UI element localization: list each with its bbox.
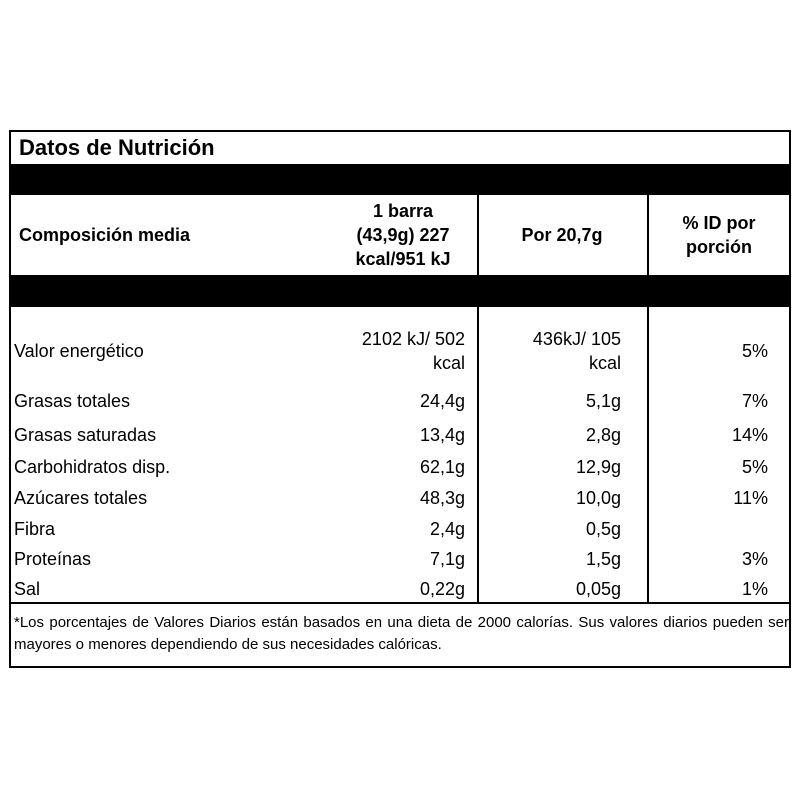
header-composition [19,195,339,275]
nutrient-name: Grasas totales [14,391,131,411]
table-row [11,327,789,377]
header-per-portion [477,195,647,275]
header-per-bar-line3: kcal/951 kJ [355,249,451,269]
nutrient-name: Valor energético [14,341,144,361]
per-bar-value: 62,1g [419,457,465,477]
per-bar-value-line2: kcal [432,353,465,373]
header-per-portion-label: Por 20,7g [521,225,603,245]
header-per-bar-line1: 1 barra [372,201,434,221]
header-daily-value [651,195,787,275]
per-portion-value-line1: 436kJ/ 105 [532,329,621,349]
per-bar-value: 2,4g [429,519,465,539]
header-per-bar [333,195,473,275]
daily-value-pct: 1% [741,579,768,599]
header-composition-label: Composición media [19,225,191,245]
per-bar-value-line1: 2102 kJ/ 502 [361,329,465,349]
mid-black-bar [11,275,789,307]
header-row [11,195,789,275]
per-bar-value: 0,22g [419,579,465,599]
per-portion-value: 5,1g [585,391,621,411]
nutrient-name: Sal [14,579,41,599]
per-bar-value: 7,1g [429,549,465,569]
header-daily-value-line2: porción [685,237,752,257]
per-portion-value-line2: kcal [588,353,621,373]
daily-value-pct: 7% [741,391,768,411]
daily-value-pct: 11% [733,488,768,508]
per-bar-value [311,327,465,375]
per-portion-value: 2,8g [585,425,621,445]
per-portion-value [481,327,621,375]
daily-value-pct: 14% [731,425,768,445]
per-bar-value: 48,3g [419,488,465,508]
nutrient-name: Fibra [14,519,56,539]
header-per-bar-line2: (43,9g) 227 [356,225,450,245]
top-black-bar [11,164,789,195]
daily-value-pct: 5% [741,341,768,361]
nutrient-name: Proteínas [14,549,92,569]
column-divider [647,164,649,602]
per-bar-value: 24,4g [419,391,465,411]
daily-value-pct: 3% [741,549,768,569]
column-divider [477,164,479,602]
per-portion-value: 0,05g [575,579,621,599]
per-portion-value: 0,5g [585,519,621,539]
daily-value-pct: 5% [741,457,768,477]
per-portion-value: 1,5g [585,549,621,569]
nutrient-rows [11,307,789,602]
per-portion-value: 12,9g [575,457,621,477]
nutrition-label [9,130,791,668]
nutrient-name: Azúcares totales [14,488,148,508]
footnote: *Los porcentajes de Valores Diarios están basados en una dieta de 2000 calorías. Sus valores diarios pueden ser mayores o menores dependiendo de sus necesidades calóricas. [11,602,789,666]
header-daily-value-line1: % ID por [682,213,756,233]
per-portion-value: 10,0g [575,488,621,508]
nutrient-name: Grasas saturadas [14,425,157,445]
nutrient-name: Carbohidratos disp. [14,457,171,477]
per-bar-value: 13,4g [419,425,465,445]
label-title: Datos de Nutrición [19,135,215,160]
